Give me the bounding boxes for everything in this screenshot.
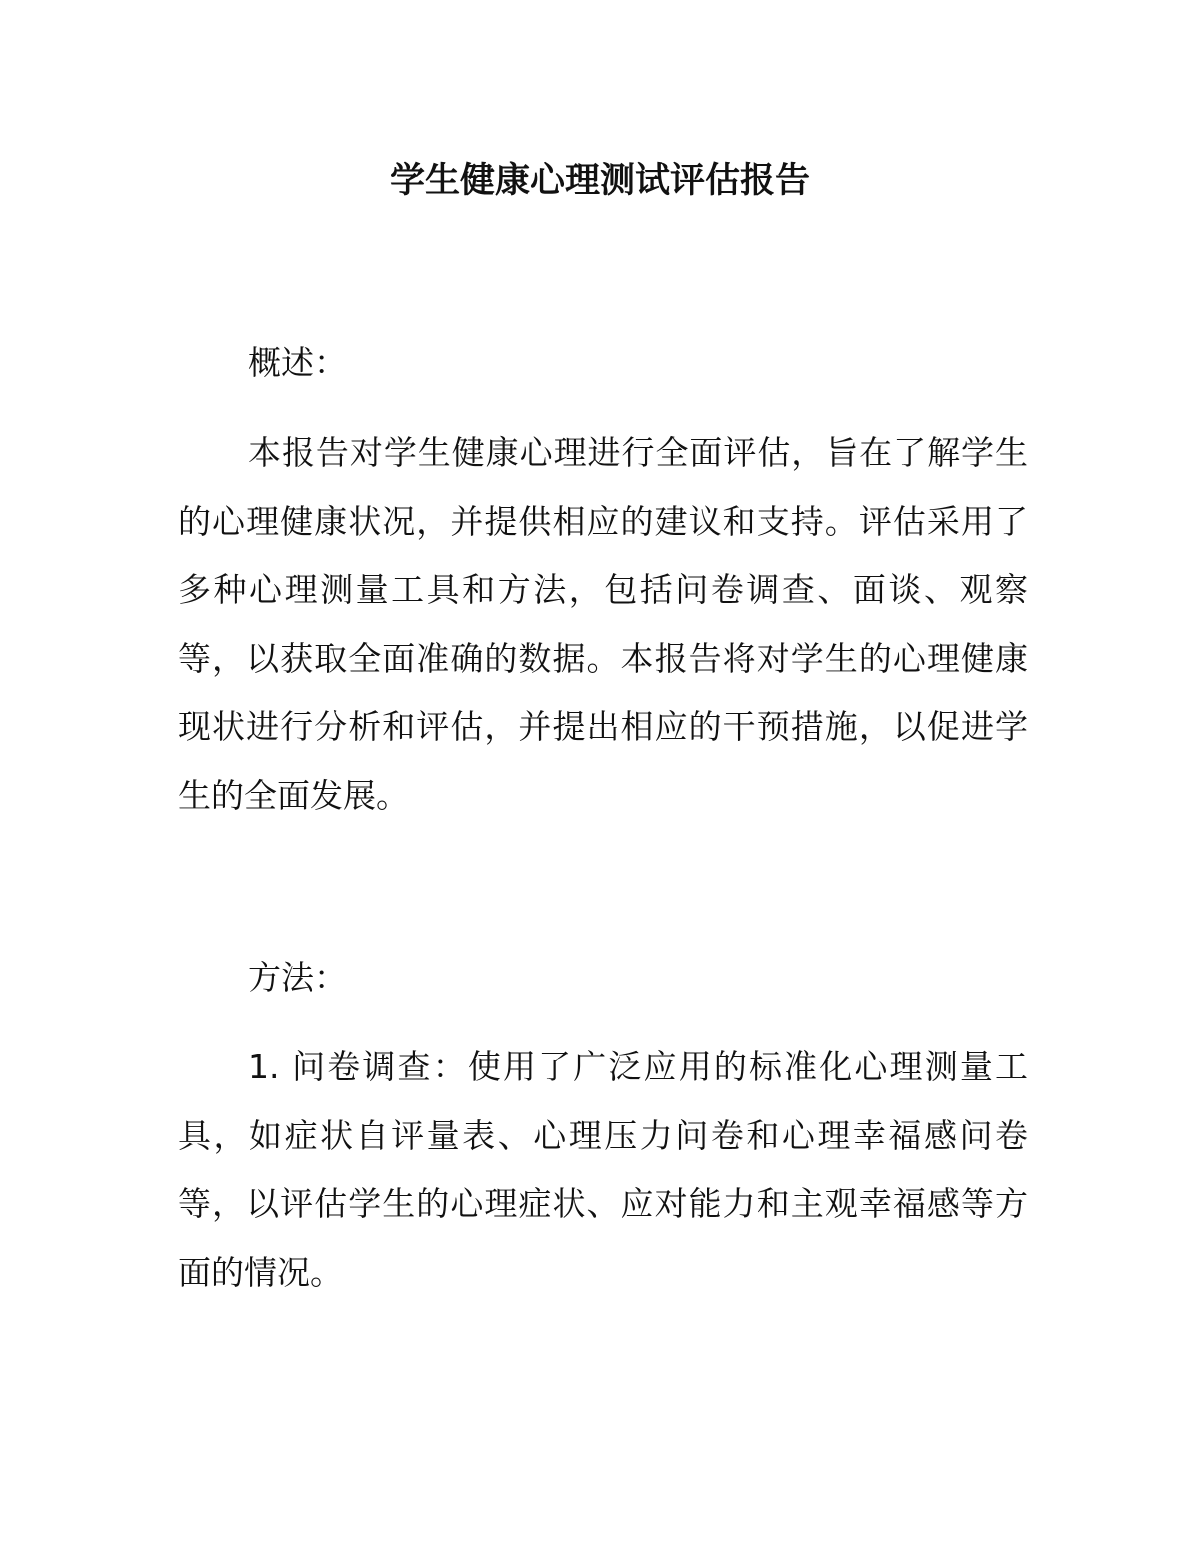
overview-paragraph: 本报告对学生健康心理进行全面评估，旨在了解学生的心理健康状况，并提供相应的建议和支持。评估采用了多种心理测量工具和方法，包括问卷调查、面谈、观察等，以获取全面准确的数据。本报告将对学生的心理健康现状进行分析和评估，并提出相应的干预措施，以促进学生的全面发展。 — [178, 433, 1028, 815]
section-heading-method: 方法： — [248, 958, 347, 997]
method-paragraph-questionnaire: 1. 问卷调查：使用了广泛应用的标准化心理测量工具，如症状自评量表、心理压力问卷和心理幸福感问卷等，以评估学生的心理症状、应对能力和主观幸福感等方面的情况。 — [178, 1047, 1028, 1292]
document-title: 学生健康心理测试评估报告 — [389, 161, 810, 201]
section-heading-overview: 概述： — [248, 343, 347, 382]
